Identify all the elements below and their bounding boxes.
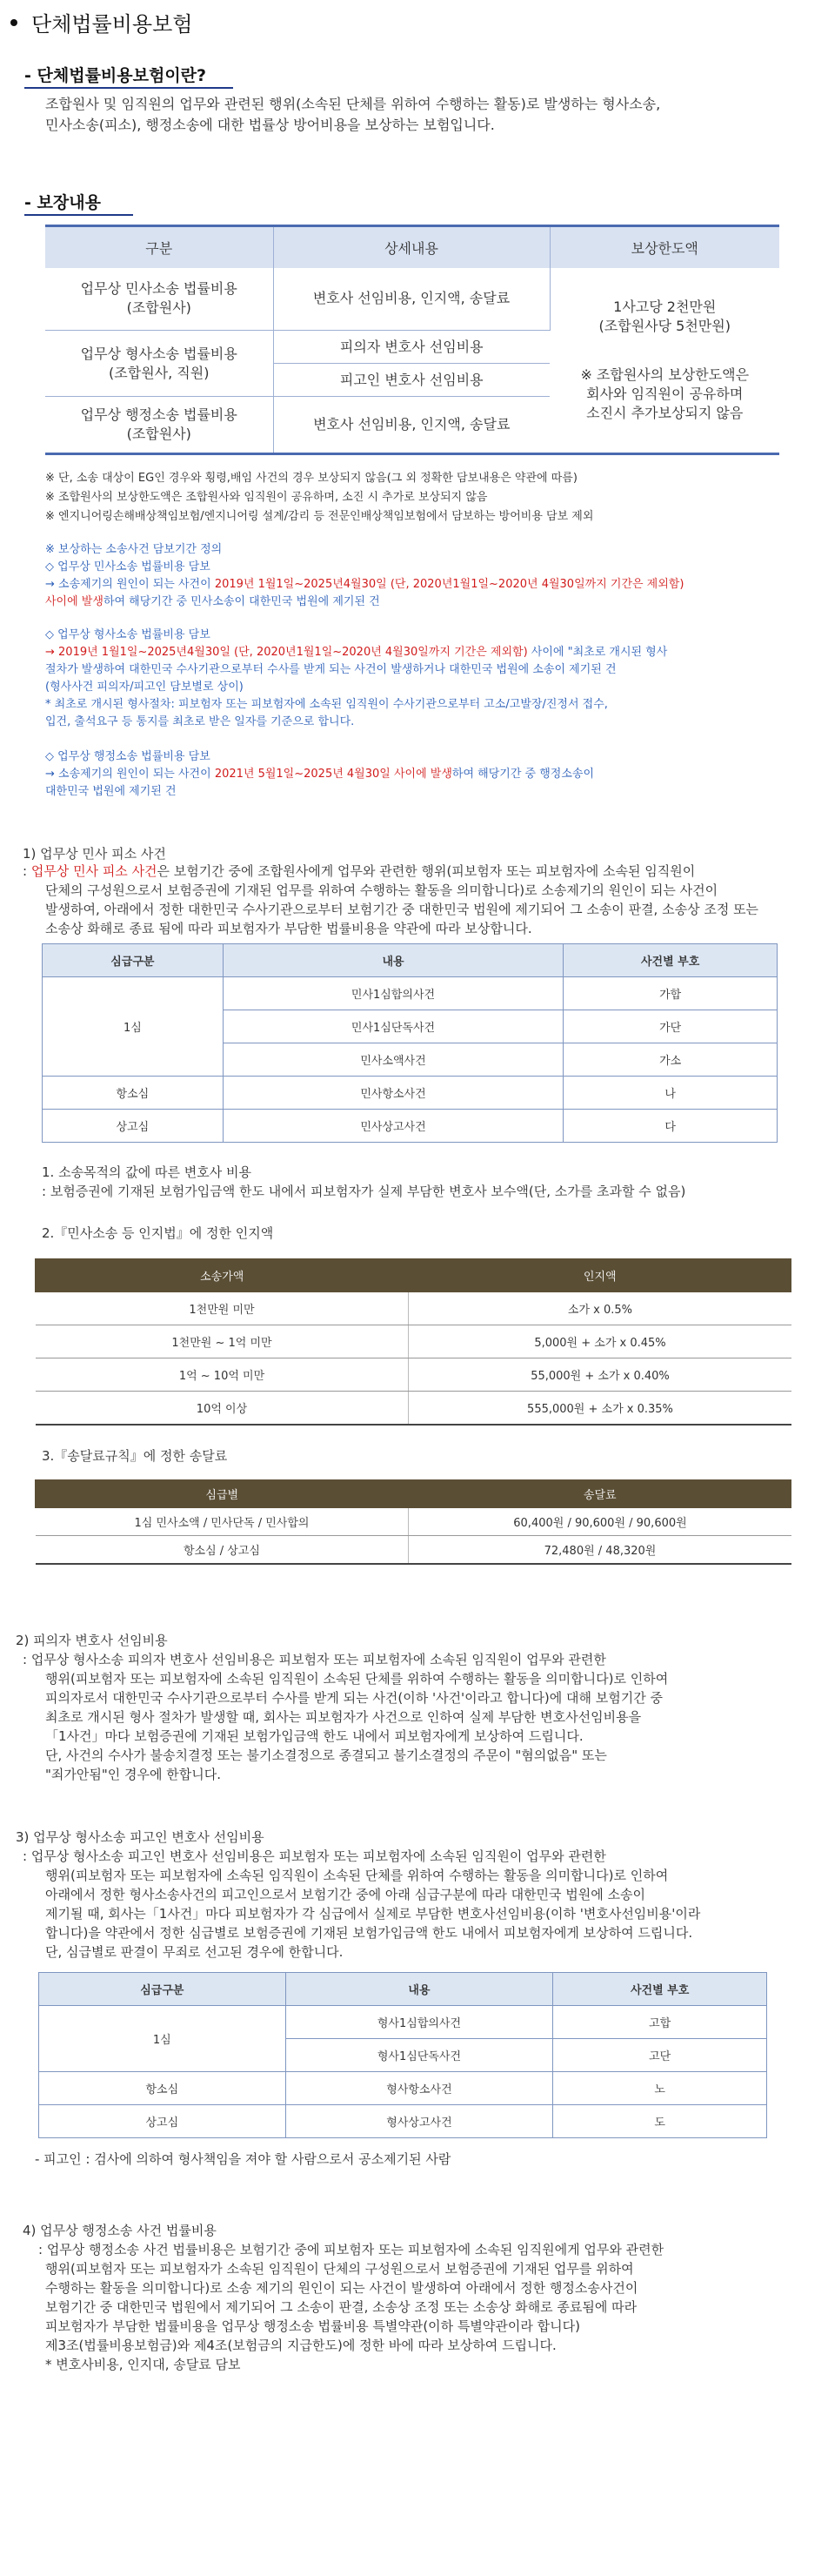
criminal-table-header-content: 내용 xyxy=(285,1973,553,2006)
coverage-header-category: 구분 xyxy=(45,226,273,268)
coverage-heading: - 보장내용 xyxy=(24,193,101,212)
admin-category: 업무상 행정소송 법률비용 (조합원사) xyxy=(45,397,273,454)
table-row: 항소심 민사항소사건 나 xyxy=(43,1077,778,1110)
s2-line-5: 「1사건」마다 보험증권에 기재된 보험가입금액 한도 내에서 피보험자에게 보상하여 드립니다. xyxy=(45,1728,584,1744)
stamp-header-duty: 인지액 xyxy=(409,1259,791,1292)
criminal-table-header-code: 사건별 부호 xyxy=(553,1973,767,2006)
table-row: 10억 이상 555,000원 + 소가 x 0.35% xyxy=(36,1392,791,1425)
table-row: 상고심 민사상고사건 다 xyxy=(43,1110,778,1143)
table-row: 민사소액사건 가소 xyxy=(43,1043,778,1077)
intro-line-1: 조합원사 및 임직원의 업무와 관련된 행위(소속된 단체를 위하여 수행하는 활동)로 발생하는 형사소송, xyxy=(45,96,661,112)
period-admin-head: ◇ 업무상 행정소송 법률비용 담보 xyxy=(45,750,210,763)
s1-line-1: : 업무상 민사 피소 사건은 보험기간 중에 조합원사에게 업무와 관련한 행위(피보험자 또는 피보험자에 소속된 임직원이 xyxy=(23,863,696,879)
s4-line-6: 제3조(법률비용보험금)와 제4조(보험금의 지급한도)에 정한 바에 따라 보상하여 드립니다. xyxy=(45,2338,557,2353)
s4-line-2: 행위(피보험자 또는 피보험자가 소속된 임직원이 단체의 구성원으로서 보험증권에 기재된 업무를 위하여 xyxy=(45,2261,634,2277)
period-head: ※ 보상하는 소송사건 담보기간 정의 xyxy=(45,543,223,556)
period-criminal-line-3: (형사사건 피의자/피고인 담보별로 상이) xyxy=(45,681,244,694)
period-civil-line-2: 사이에 발생하여 해당기간 중 민사소송이 대한민국 법원에 제기된 건 xyxy=(45,595,380,608)
s4-line-5: 피보험자가 부담한 법률비용을 업무상 행정소송 법률비용 특별약관(이하 특별약관이라 합니다) xyxy=(45,2318,580,2334)
table-row: 1심 민사1심합의사건 가합 xyxy=(43,977,778,1010)
table-row: 형사1심단독사건 고단 xyxy=(39,2039,767,2072)
civil-instance-table xyxy=(42,943,778,1143)
period-admin-line-2: 대한민국 법원에 제기된 건 xyxy=(45,785,177,798)
note-2: ※ 조합원사의 보상한도액은 조합원사와 임직원이 공유하며, 소진 시 추가로 보상되지 않음 xyxy=(45,491,488,504)
s3-line-4: 제기될 때, 회사는「1사건」마다 피보험자가 각 심급에서 실제로 부담한 변호사선임비용(이하 '변호사선임비용'이라 xyxy=(45,1906,701,1922)
civil-table-header-code: 사건별 부호 xyxy=(564,944,778,977)
s3-line-1: : 업무상 형사소송 피고인 변호사 선임비용은 피보험자 또는 피보험자에 소속된 임직원이 업무와 관련한 xyxy=(23,1848,606,1864)
limit-note-3: 소진시 추가보상되지 않음 xyxy=(586,404,744,421)
coverage-limit-cell xyxy=(550,268,779,454)
stamp-duty-table xyxy=(35,1258,791,1426)
coverage-header-detail: 상세내용 xyxy=(273,226,550,268)
intro-line-2: 민사소송(피소), 행정소송에 대한 법률상 방어비용을 보상하는 보험입니다. xyxy=(45,117,495,133)
coverage-table xyxy=(45,225,779,455)
coverage-heading-underline xyxy=(24,214,133,216)
criminal-detail-defendant: 피고인 변호사 선임비용 xyxy=(273,364,550,397)
s2-line-4: 최초로 개시된 형사 절차가 발생할 때, 회사는 피보험자가 사건으로 인하여 실제 부담한 변호사선임비용을 xyxy=(45,1709,642,1725)
note-1: ※ 단, 소송 대상이 EG인 경우와 횡령,배임 사건의 경우 보상되지 않음(그 외 정확한 담보내용은 약관에 따름) xyxy=(45,472,578,485)
table-row: 1천만원 ~ 1억 미만 5,000원 + 소가 x 0.45% xyxy=(36,1325,791,1358)
civil-table-header-content: 내용 xyxy=(223,944,564,977)
limit-main-1: 1사고당 2천만원 xyxy=(613,298,717,315)
table-row: 1천만원 미만 소가 x 0.5% xyxy=(36,1292,791,1325)
table-row: 상고심 형사상고사건 도 xyxy=(39,2105,767,2138)
s1-sub1-heading: 1. 소송목적의 값에 따른 변호사 비용 xyxy=(42,1164,252,1180)
s1-line-2: 단체의 구성원으로서 보험증권에 기재된 업무를 위하여 수행하는 활동을 의미합니다)로 소송제기의 원인이 되는 사건이 xyxy=(45,882,718,898)
period-civil-line-1: → 소송제기의 원인이 되는 사건이 2019년 1월1일~2025년4월30일 (단, 2020년1월1일~2020년 4월30일까지 기간은 제외함) xyxy=(45,578,684,591)
s3-heading: 3) 업무상 형사소송 피고인 변호사 선임비용 xyxy=(16,1829,264,1845)
s1-sub3-heading: 3.『송달료규칙』에 정한 송달료 xyxy=(42,1448,228,1464)
period-criminal-line-4: * 최초로 개시된 형사절차: 피보험자 또는 피보험자에 소속된 임직원이 수사기관으로부터 고소/고발장/진정서 접수, xyxy=(45,698,608,711)
limit-note-2: 회사와 임직원이 공유하며 xyxy=(586,385,744,402)
delivery-header-level: 심급별 xyxy=(36,1480,409,1508)
intro-heading: - 단체법률비용보험이란? xyxy=(24,66,207,85)
period-criminal-line-5: 입건, 출석요구 등 통지를 최초로 받은 일자를 기준으로 합니다. xyxy=(45,715,355,728)
intro-heading-underline xyxy=(24,87,233,89)
period-criminal-head: ◇ 업무상 형사소송 법률비용 담보 xyxy=(45,628,210,641)
s2-heading: 2) 피의자 변호사 선임비용 xyxy=(16,1633,168,1648)
delivery-header-fee: 송달료 xyxy=(409,1480,791,1508)
s4-heading: 4) 업무상 행정소송 사건 법률비용 xyxy=(23,2223,217,2238)
s2-line-7: "죄가안됨"인 경우에 한합니다. xyxy=(45,1767,221,1782)
s1-line-3: 발생하여, 아래에서 정한 대한민국 수사기관으로부터 보험기간 중 대한민국 법원에 제기되어 그 소송이 판결, 소송상 조정 또는 xyxy=(45,902,759,917)
s1-line-4: 소송상 화해로 종료 됨에 따라 피보험자가 부담한 법률비용을 약관에 따라 보상합니다. xyxy=(45,921,532,936)
s2-line-3: 피의자로서 대한민국 수사기관으로부터 수사를 받게 되는 사건(이하 '사건'이라고 합니다)에 대해 보험기간 중 xyxy=(45,1690,663,1706)
s3-line-3: 아래에서 정한 형사소송사건의 피고인으로서 보험기간 중에 아래 심급구분에 따라 대한민국 법원에 소송이 xyxy=(45,1887,646,1902)
limit-note-1: ※ 조합원사의 보상한도액은 xyxy=(580,366,750,383)
s4-line-4: 보험기간 중 대한민국 법원에서 제기되어 그 소송이 판결, 소송상 조정 또는 소송상 화해로 종료됨에 따라 xyxy=(45,2299,638,2315)
period-criminal-line-2: 절차가 발생하여 대한민국 수사기관으로부터 수사를 받게 되는 사건이 발생하거나 대한민국 법원에 소송이 제기된 건 xyxy=(45,663,617,676)
stamp-header-amount: 소송가액 xyxy=(36,1259,409,1292)
s2-line-2: 행위(피보험자 또는 피보험자에 소속된 임직원이 소속된 단체를 위하여 수행하는 활동을 의미합니다)로 인하여 xyxy=(45,1671,669,1687)
criminal-detail-suspect: 피의자 변호사 선임비용 xyxy=(273,331,550,364)
s1-sub2-heading: 2.『민사소송 등 인지법』에 정한 인지액 xyxy=(42,1225,274,1241)
period-admin-line-1: → 소송제기의 원인이 되는 사건이 2021년 5월1일~2025년 4월30일 사이에 발생하여 해당기간 중 행정소송이 xyxy=(45,768,594,781)
s1-sub1-text: : 보험증권에 기재된 보험가입금액 한도 내에서 피보험자가 실제 부담한 변호사 보수액(단, 소가를 초과할 수 없음) xyxy=(42,1184,686,1199)
s2-line-1: : 업무상 형사소송 피의자 변호사 선임비용은 피보험자 또는 피보험자에 소속된 임직원이 업무와 관련한 xyxy=(23,1652,606,1667)
admin-detail: 변호사 선임비용, 인지액, 송달료 xyxy=(273,397,550,454)
s4-line-3: 수행하는 활동을 의미합니다)로 소송 제기의 원인이 되는 사건이 발생하여 아래에서 정한 행정소송사건이 xyxy=(45,2280,638,2296)
s4-line-7: * 변호사비용, 인지대, 송달료 담보 xyxy=(45,2357,241,2372)
table-row: 민사1심단독사건 가단 xyxy=(43,1010,778,1043)
s3-line-5: 합니다)을 약관에서 정한 심급별로 보험증권에 기재된 보험가입금액 한도 내에서 피보험자에게 보상하여 드립니다. xyxy=(45,1925,693,1941)
criminal-instance-table xyxy=(38,1972,767,2138)
s4-line-1: : 업무상 행정소송 사건 법률비용은 보험기간 중에 피보험자 또는 피보험자에 소속된 임직원에게 업무와 관련한 xyxy=(38,2242,664,2257)
s3-line-2: 행위(피보험자 또는 피보험자에 소속된 임직원이 소속된 단체를 위하여 수행하는 활동을 의미합니다)로 인하여 xyxy=(45,1868,669,1883)
page-title: 단체법률비용보험 xyxy=(7,7,192,37)
s3-footnote: - 피고인 : 검사에 의하여 형사책임을 져야 할 사람으로서 공소제기된 사람 xyxy=(35,2151,451,2167)
criminal-category: 업무상 형사소송 법률비용 (조합원사, 직원) xyxy=(45,331,273,397)
limit-main-2: (조합원사당 5천만원) xyxy=(598,317,731,334)
period-civil-head: ◇ 업무상 민사소송 법률비용 담보 xyxy=(45,560,210,574)
s2-line-6: 단, 사건의 수사가 불송치결정 또는 불기소결정으로 종결되고 불기소결정의 주문이 "혐의없음" 또는 xyxy=(45,1748,607,1763)
table-row: 1심 형사1심합의사건 고합 xyxy=(39,2006,767,2039)
coverage-header-limit: 보상한도액 xyxy=(550,226,779,268)
criminal-table-header-level: 심급구분 xyxy=(39,1973,286,2006)
note-3: ※ 엔지니어링손해배상책임보험/엔지니어링 설계/감리 등 전문인배상책임보험에서 담보하는 방어비용 담보 제외 xyxy=(45,510,594,523)
civil-category: 업무상 민사소송 법률비용 (조합원사) xyxy=(45,268,273,331)
table-row: 항소심 형사항소사건 노 xyxy=(39,2072,767,2105)
table-row: 1심 민사소액 / 민사단독 / 민사합의 60,400원 / 90,600원 / 90,600원 xyxy=(36,1508,791,1536)
s1-heading: 1) 업무상 민사 피소 사건 xyxy=(23,846,166,862)
table-row: 항소심 / 상고심 72,480원 / 48,320원 xyxy=(36,1536,791,1564)
bullet-icon xyxy=(10,19,17,26)
table-row: 1억 ~ 10억 미만 55,000원 + 소가 x 0.40% xyxy=(36,1358,791,1392)
period-criminal-line-1: → 2019년 1월1일~2025년4월30일 (단, 2020년1월1일~2020년 4월30일까지 기간은 제외함) 사이에 "최초로 개시된 형사 xyxy=(45,646,668,659)
delivery-fee-table xyxy=(35,1479,791,1565)
s3-line-6: 단, 심급별로 판결이 무죄로 선고된 경우에 한합니다. xyxy=(45,1944,344,1960)
civil-detail: 변호사 선임비용, 인지액, 송달료 xyxy=(273,268,550,331)
civil-table-header-level: 심급구분 xyxy=(43,944,224,977)
